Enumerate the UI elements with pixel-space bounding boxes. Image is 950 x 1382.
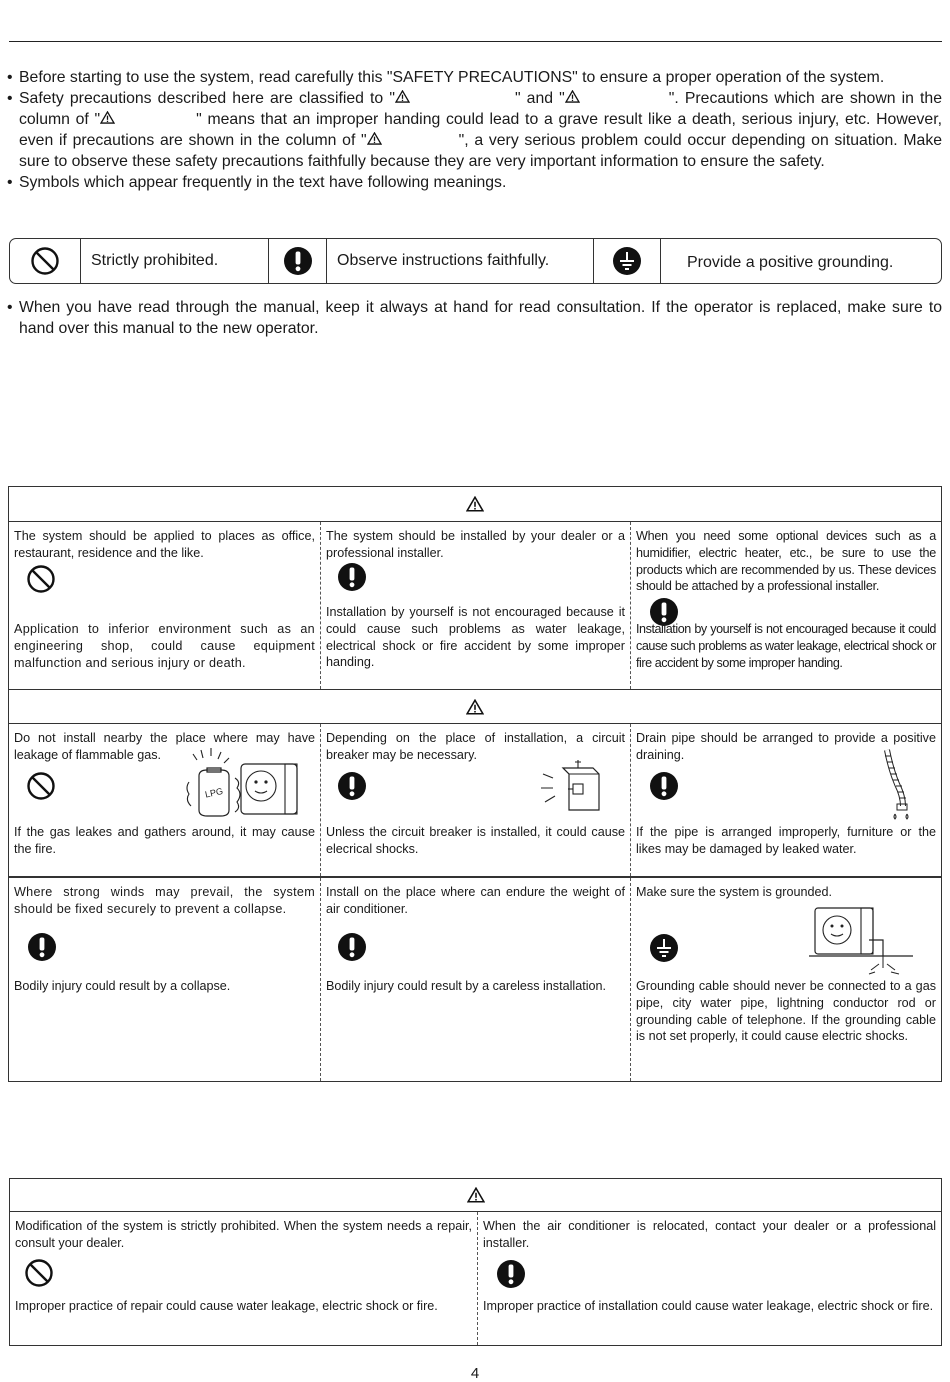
table-row bbox=[9, 522, 941, 690]
table-cell: The system should be applied to places as office, restaurant, residence and the like. Application to inferior environment such as an engineering shop, could cause equipment malfunction and serious injury or death. bbox=[14, 529, 315, 670]
exclamation-icon bbox=[496, 1259, 526, 1289]
caution-table-header bbox=[9, 690, 941, 724]
exclamation-icon bbox=[337, 562, 367, 592]
warning-label-slot bbox=[100, 109, 196, 130]
intro bbox=[8, 67, 942, 193]
intro-bullet-2: • Safety precautions described here are classified to " " and " ". Precautions which are shown in the column of " " means that an improper handing could lead to a grave result like a death, serious injury, etc. However, even if precautions are shown in the column of " ", a very serious problem could occur depending on situation. Make sure to observe these safety precautions faithfully because they are very important information to ensure the safety. bbox=[8, 88, 942, 172]
table-cell: Make sure the system is grounded. Grounding cable should never be connected to a gas pipe, city water pipe, lightning conductor rod or grounding cable of telephone. If the grounding cable is not set properly, it could cause electric shocks. bbox=[630, 878, 941, 1081]
intro-bullet-3: • Symbols which appear frequently in the text have following meanings. bbox=[8, 172, 942, 193]
page-number: 4 bbox=[470, 1365, 480, 1382]
warning-triangle-icon bbox=[466, 496, 484, 512]
caution-label-slot bbox=[367, 130, 459, 151]
ground-icon bbox=[649, 933, 679, 963]
relocation-table bbox=[9, 1178, 942, 1346]
outro bbox=[8, 297, 942, 339]
table-row bbox=[10, 1212, 941, 1345]
table-cell: Install on the place where can endure the weight of air conditioner. Bodily injury could result by a careless installation. bbox=[320, 878, 630, 1081]
caution-label-slot bbox=[565, 88, 669, 109]
relocation-table-header bbox=[10, 1179, 941, 1212]
table-cell: Do not install nearby the place where may have leakage of flammable gas. LPG If the gas leakes and gathers around, it may cause the fire. bbox=[14, 731, 315, 856]
exclamation-icon bbox=[337, 771, 367, 801]
table-cell: When the air conditioner is relocated, contact your dealer or a professional installer. Improper practice of installation could cause water leakage, electric shock or fire. bbox=[477, 1212, 941, 1345]
table-row bbox=[9, 724, 941, 877]
warning-triangle-icon bbox=[100, 111, 115, 124]
circuit-breaker-illustration bbox=[541, 760, 603, 812]
warning-triangle-icon bbox=[466, 699, 484, 715]
legend-observe-label: Observe instructions faithfully. bbox=[337, 252, 550, 269]
ground-icon bbox=[594, 239, 660, 283]
legend-prohibited-label: Strictly prohibited. bbox=[91, 252, 219, 269]
warning-table-header bbox=[9, 487, 941, 522]
intro-bullet-1: • Before starting to use the system, read carefully this "SAFETY PRECAUTIONS" to ensure a proper operation of the system. bbox=[8, 67, 942, 88]
prohibited-icon bbox=[10, 239, 80, 283]
lpg-label: LPG bbox=[204, 786, 224, 800]
exclamation-icon bbox=[649, 771, 679, 801]
exclamation-icon bbox=[337, 932, 367, 962]
warning-label-slot bbox=[395, 88, 515, 109]
warning-triangle-icon bbox=[367, 132, 382, 145]
drain-pipe-illustration bbox=[881, 748, 917, 824]
table-cell: When you need some optional devices such as a humidifier, electric heater, etc., be sure to use the products which are recommended by us. These devices should be attached by a professional installer. Installation by yourself is not encouraged because it could cause such problems as water leakage, electrical shock or fire accident by some improper handing. bbox=[630, 522, 941, 689]
prohibited-icon bbox=[24, 1258, 54, 1288]
legend-ground-label: Provide a positive grounding. bbox=[687, 254, 894, 271]
warning-triangle-icon bbox=[565, 90, 580, 103]
prohibited-icon bbox=[26, 564, 56, 594]
table-cell: Depending on the place of installation, a circuit breaker may be necessary. Unless the circuit breaker is installed, it could cause elecrical shocks. bbox=[320, 724, 630, 876]
table-cell: Drain pipe should be arranged to provide a positive draining. If the pipe is arranged improperly, furniture or the likes may be damaged by leaked water. bbox=[630, 724, 941, 876]
table-row bbox=[9, 877, 941, 1081]
top-rule bbox=[9, 41, 942, 42]
exclamation-icon bbox=[269, 239, 326, 283]
table-cell: Modification of the system is strictly prohibited. When the system needs a repair, consult your dealer. Improper practice of repair could cause water leakage, electric shock or fire. bbox=[15, 1219, 472, 1313]
prohibited-icon bbox=[26, 771, 56, 801]
table-cell: Where strong winds may prevail, the system should be fixed securely to prevent a collapse. Bodily injury could result by a collapse. bbox=[14, 885, 315, 993]
symbol-legend bbox=[9, 238, 942, 284]
gas-cylinder-illustration bbox=[185, 748, 303, 818]
warning-triangle-icon bbox=[467, 1187, 485, 1203]
exclamation-icon bbox=[27, 932, 57, 962]
warning-table bbox=[8, 486, 942, 1082]
grounded-unit-illustration bbox=[809, 906, 915, 978]
outro-bullet: • When you have read through the manual, keep it always at hand for read consultation. If the operator is replaced, make sure to hand over this manual to the new operator. bbox=[8, 297, 942, 339]
table-cell: The system should be installed by your dealer or a professional installer. Installation by yourself is not encouraged because it could cause such problems as water leakage, electrical shock or fire accident by some improper handing. bbox=[320, 522, 630, 689]
warning-triangle-icon bbox=[395, 90, 410, 103]
